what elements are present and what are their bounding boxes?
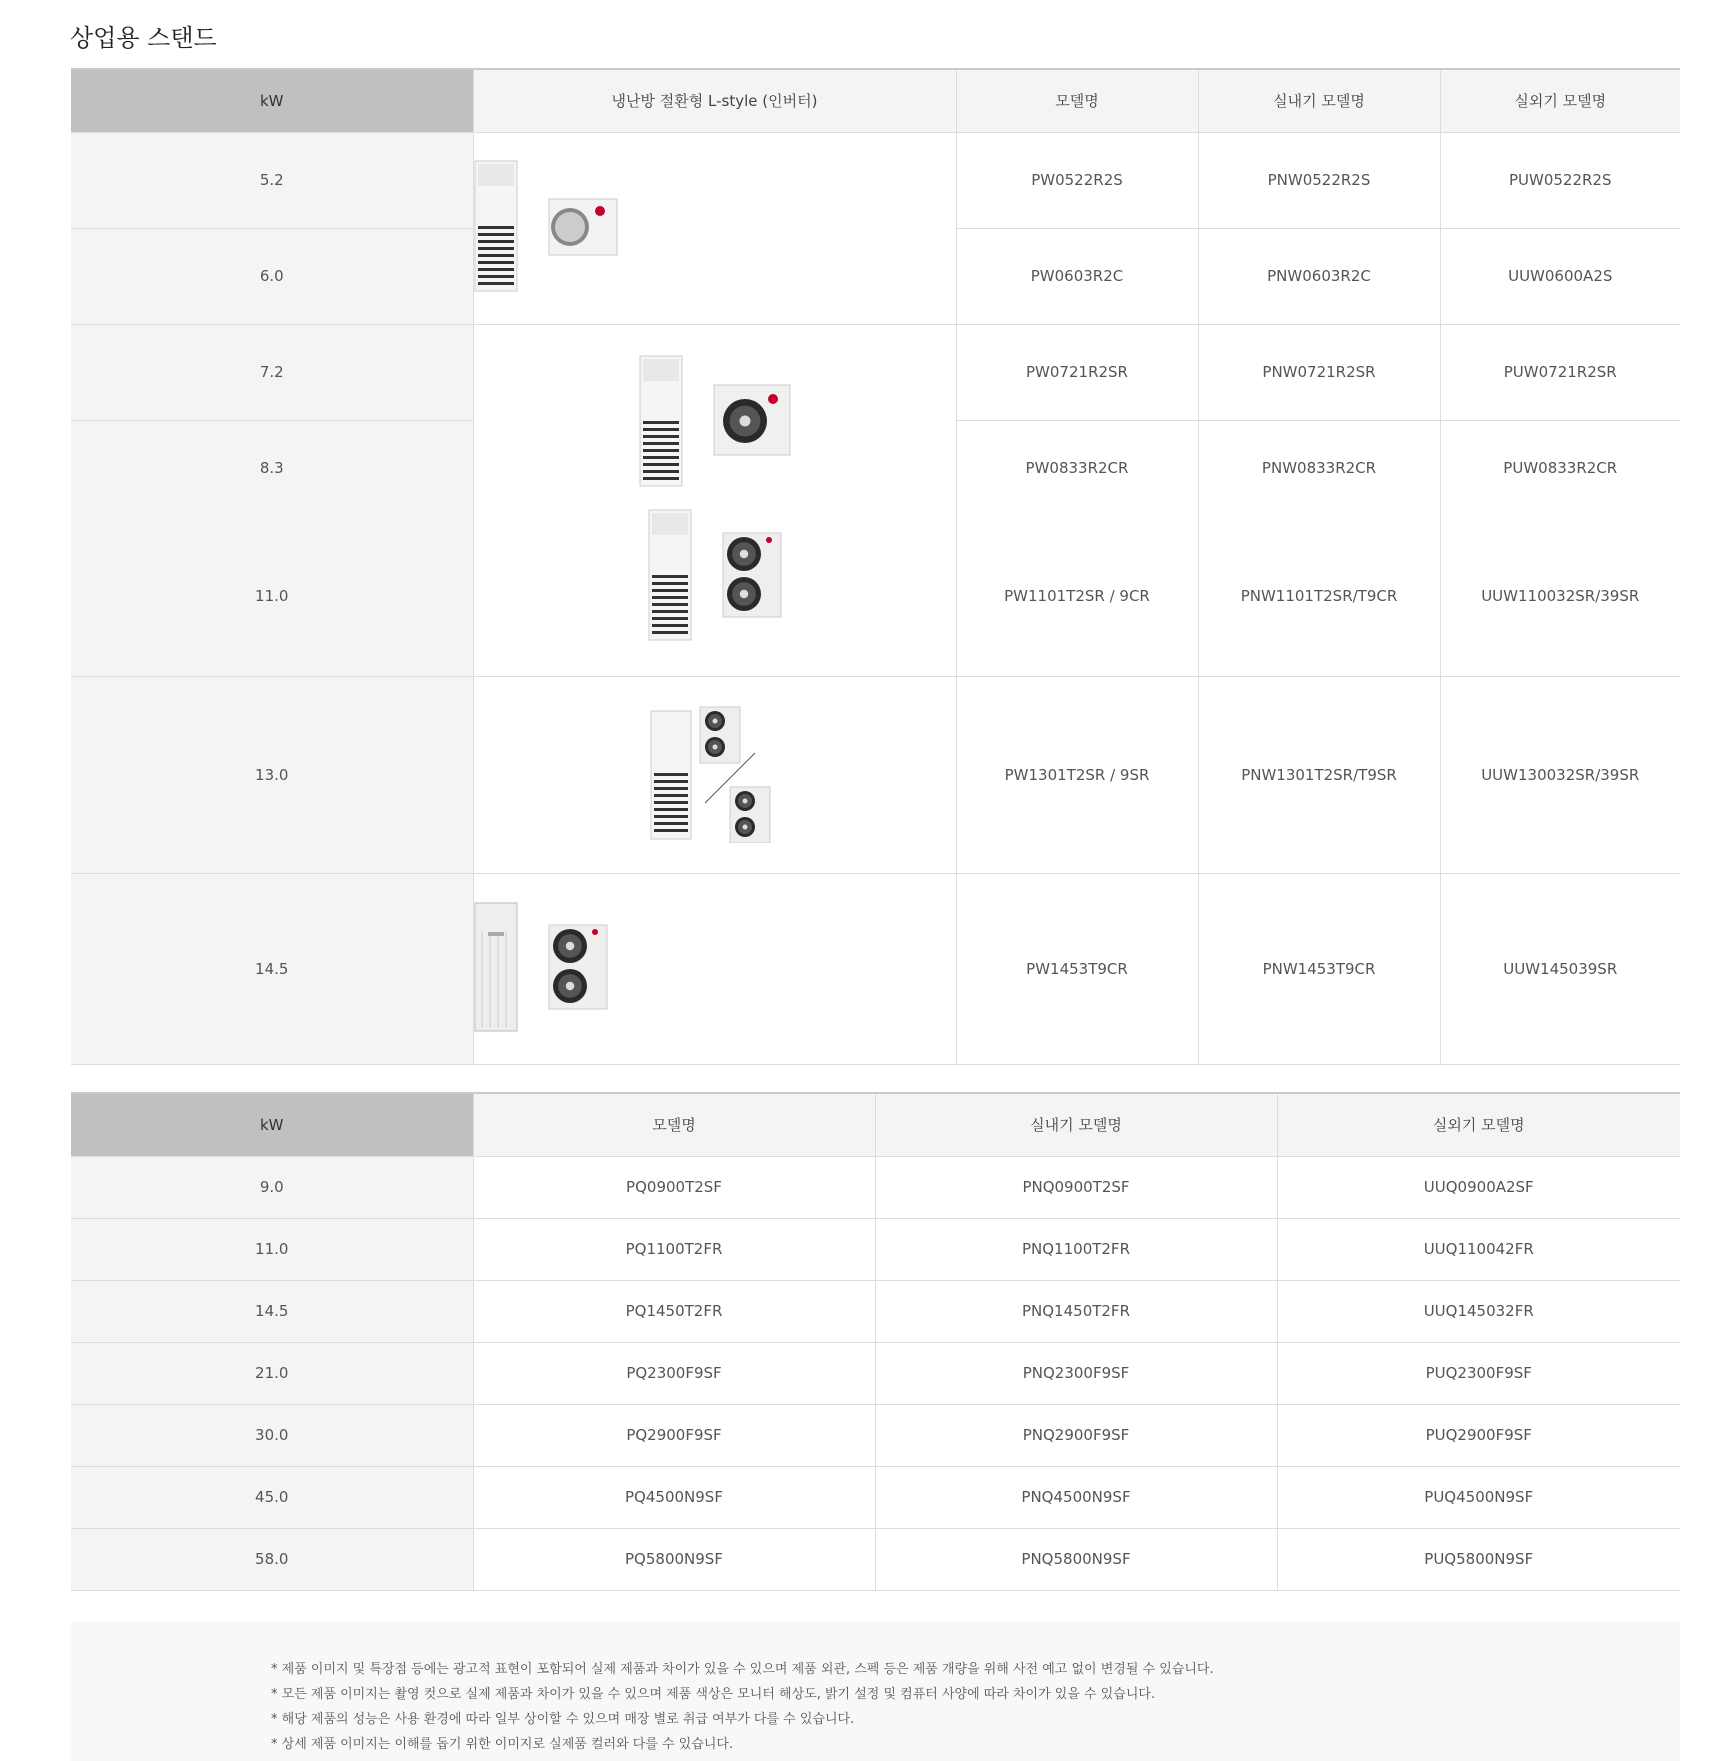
model-cell: PW0522R2S bbox=[956, 132, 1198, 228]
indoor-model-cell: PNQ5800N9SF bbox=[875, 1528, 1277, 1590]
kw-cell: 30.0 bbox=[71, 1404, 473, 1466]
header-model: 모델명 bbox=[956, 69, 1198, 132]
notice-line: * 모든 제품 이미지는 촬영 컷으로 실제 제품과 차이가 있을 수 있으며 제품 색상은 모니터 해상도, 밝기 설정 및 컴퓨터 사양에 따라 차이가 있을 수 있습니다. bbox=[271, 1687, 1156, 1702]
model-cell: PW0721R2SR bbox=[956, 324, 1198, 420]
outdoor-model-cell: PUQ4500N9SF bbox=[1277, 1466, 1680, 1528]
outdoor-unit-image bbox=[713, 383, 791, 463]
product-image-cell bbox=[473, 132, 956, 324]
indoor-model-cell: PNW1453T9CR bbox=[1198, 873, 1440, 1064]
model-cell: PQ0900T2SF bbox=[473, 1156, 875, 1218]
outdoor-model-cell: UUW145039SR bbox=[1440, 873, 1680, 1064]
outdoor-model-cell: UUW110032SR/39SR bbox=[1440, 516, 1680, 676]
kw-cell: 11.0 bbox=[71, 516, 473, 676]
outdoor-model-cell: PUQ2300F9SF bbox=[1277, 1342, 1680, 1404]
table-row bbox=[71, 1404, 1680, 1466]
header-kw: kW bbox=[71, 69, 473, 132]
indoor-model-cell: PNW0721R2SR bbox=[1198, 324, 1440, 420]
table-row bbox=[71, 873, 1680, 1064]
table-row bbox=[71, 676, 1680, 873]
table-row bbox=[71, 132, 1680, 228]
model-cell: PQ4500N9SF bbox=[473, 1466, 875, 1528]
product-set-image bbox=[650, 829, 780, 847]
page-title: 상업용 스탠드 bbox=[70, 24, 217, 52]
model-cell: PQ1450T2FR bbox=[473, 1280, 875, 1342]
outdoor-unit-image bbox=[548, 195, 618, 261]
indoor-unit-image bbox=[648, 509, 692, 645]
notice-line: * 제품 이미지 및 특장점 등에는 광고적 표현이 포함되어 실제 제품과 차이가 있을 수 있으며 제품 외관, 스펙 등은 제품 개량을 위해 사전 예고 없이 변경될 수 있습니다. bbox=[271, 1662, 1214, 1677]
product-image-cell bbox=[473, 873, 956, 1064]
model-cell: PW0833R2CR bbox=[956, 420, 1198, 516]
kw-cell: 11.0 bbox=[71, 1218, 473, 1280]
header-outdoor-model: 실외기 모델명 bbox=[1440, 69, 1680, 132]
kw-cell: 13.0 bbox=[71, 676, 473, 873]
outdoor-model-cell: UUQ145032FR bbox=[1277, 1280, 1680, 1342]
indoor-model-cell: PNW1101T2SR/T9CR bbox=[1198, 516, 1440, 676]
outdoor-model-cell: UUQ0900A2SF bbox=[1277, 1156, 1680, 1218]
outdoor-model-cell: PUQ2900F9SF bbox=[1277, 1404, 1680, 1466]
notice-box bbox=[71, 1621, 1680, 1761]
table-row bbox=[71, 1466, 1680, 1528]
outdoor-unit-image bbox=[548, 924, 608, 1014]
table-header bbox=[71, 1093, 1680, 1156]
header-product: 냉난방 절환형 L-style (인버터) bbox=[473, 69, 956, 132]
kw-cell: 7.2 bbox=[71, 324, 473, 420]
header-outdoor-model: 실외기 모델명 bbox=[1277, 1093, 1680, 1156]
kw-cell: 6.0 bbox=[71, 228, 473, 324]
model-cell: PW1301T2SR / 9SR bbox=[956, 676, 1198, 873]
indoor-model-cell: PNQ4500N9SF bbox=[875, 1466, 1277, 1528]
kw-cell: 5.2 bbox=[71, 132, 473, 228]
outdoor-model-cell: UUQ110042FR bbox=[1277, 1218, 1680, 1280]
kw-cell: 14.5 bbox=[71, 873, 473, 1064]
header-model: 모델명 bbox=[473, 1093, 875, 1156]
kw-cell: 8.3 bbox=[71, 420, 473, 516]
outdoor-model-cell: UUW130032SR/39SR bbox=[1440, 676, 1680, 873]
indoor-model-cell: PNW0522R2S bbox=[1198, 132, 1440, 228]
model-cell: PQ2900F9SF bbox=[473, 1404, 875, 1466]
product-image-cell bbox=[473, 676, 956, 873]
stand-table bbox=[71, 1092, 1680, 1591]
indoor-model-cell: PNQ1100T2FR bbox=[875, 1218, 1277, 1280]
table-row bbox=[71, 324, 1680, 420]
indoor-model-cell: PNW1301T2SR/T9SR bbox=[1198, 676, 1440, 873]
table-row bbox=[71, 1528, 1680, 1590]
outdoor-model-cell: PUW0522R2S bbox=[1440, 132, 1680, 228]
table-row bbox=[71, 1156, 1680, 1218]
indoor-model-cell: PNW0833R2CR bbox=[1198, 420, 1440, 516]
indoor-unit-image bbox=[639, 355, 683, 491]
kw-cell: 9.0 bbox=[71, 1156, 473, 1218]
outdoor-unit-image bbox=[722, 532, 782, 622]
indoor-model-cell: PNQ0900T2SF bbox=[875, 1156, 1277, 1218]
outdoor-model-cell: PUW0721R2SR bbox=[1440, 324, 1680, 420]
header-indoor-model: 실내기 모델명 bbox=[875, 1093, 1277, 1156]
notice-line: * 해당 제품의 성능은 사용 환경에 따라 일부 상이할 수 있으며 매장 별로 취급 여부가 다를 수 있습니다. bbox=[271, 1712, 855, 1727]
product-image-cell bbox=[473, 324, 956, 676]
indoor-unit-image bbox=[474, 902, 518, 1036]
header-kw: kW bbox=[71, 1093, 473, 1156]
kw-cell: 14.5 bbox=[71, 1280, 473, 1342]
table-row bbox=[71, 1218, 1680, 1280]
header-indoor-model: 실내기 모델명 bbox=[1198, 69, 1440, 132]
kw-cell: 58.0 bbox=[71, 1528, 473, 1590]
indoor-model-cell: PNQ2900F9SF bbox=[875, 1404, 1277, 1466]
table-header bbox=[71, 69, 1680, 132]
model-cell: PQ1100T2FR bbox=[473, 1218, 875, 1280]
table-row bbox=[71, 1342, 1680, 1404]
model-cell: PQ2300F9SF bbox=[473, 1342, 875, 1404]
model-cell: PQ5800N9SF bbox=[473, 1528, 875, 1590]
outdoor-model-cell: PUQ5800N9SF bbox=[1277, 1528, 1680, 1590]
indoor-model-cell: PNQ2300F9SF bbox=[875, 1342, 1277, 1404]
model-cell: PW1101T2SR / 9CR bbox=[956, 516, 1198, 676]
kw-cell: 21.0 bbox=[71, 1342, 473, 1404]
indoor-model-cell: PNQ1450T2FR bbox=[875, 1280, 1277, 1342]
table-row bbox=[71, 1280, 1680, 1342]
outdoor-model-cell: UUW0600A2S bbox=[1440, 228, 1680, 324]
indoor-unit-image bbox=[474, 160, 518, 296]
kw-cell: 45.0 bbox=[71, 1466, 473, 1528]
model-cell: PW1453T9CR bbox=[956, 873, 1198, 1064]
outdoor-model-cell: PUW0833R2CR bbox=[1440, 420, 1680, 516]
stand-inverter-table bbox=[71, 68, 1680, 1065]
notice-line: * 상세 제품 이미지는 이해를 돕기 위한 이미지로 실제품 컬러와 다를 수 있습니다. bbox=[271, 1737, 734, 1752]
model-cell: PW0603R2C bbox=[956, 228, 1198, 324]
indoor-model-cell: PNW0603R2C bbox=[1198, 228, 1440, 324]
